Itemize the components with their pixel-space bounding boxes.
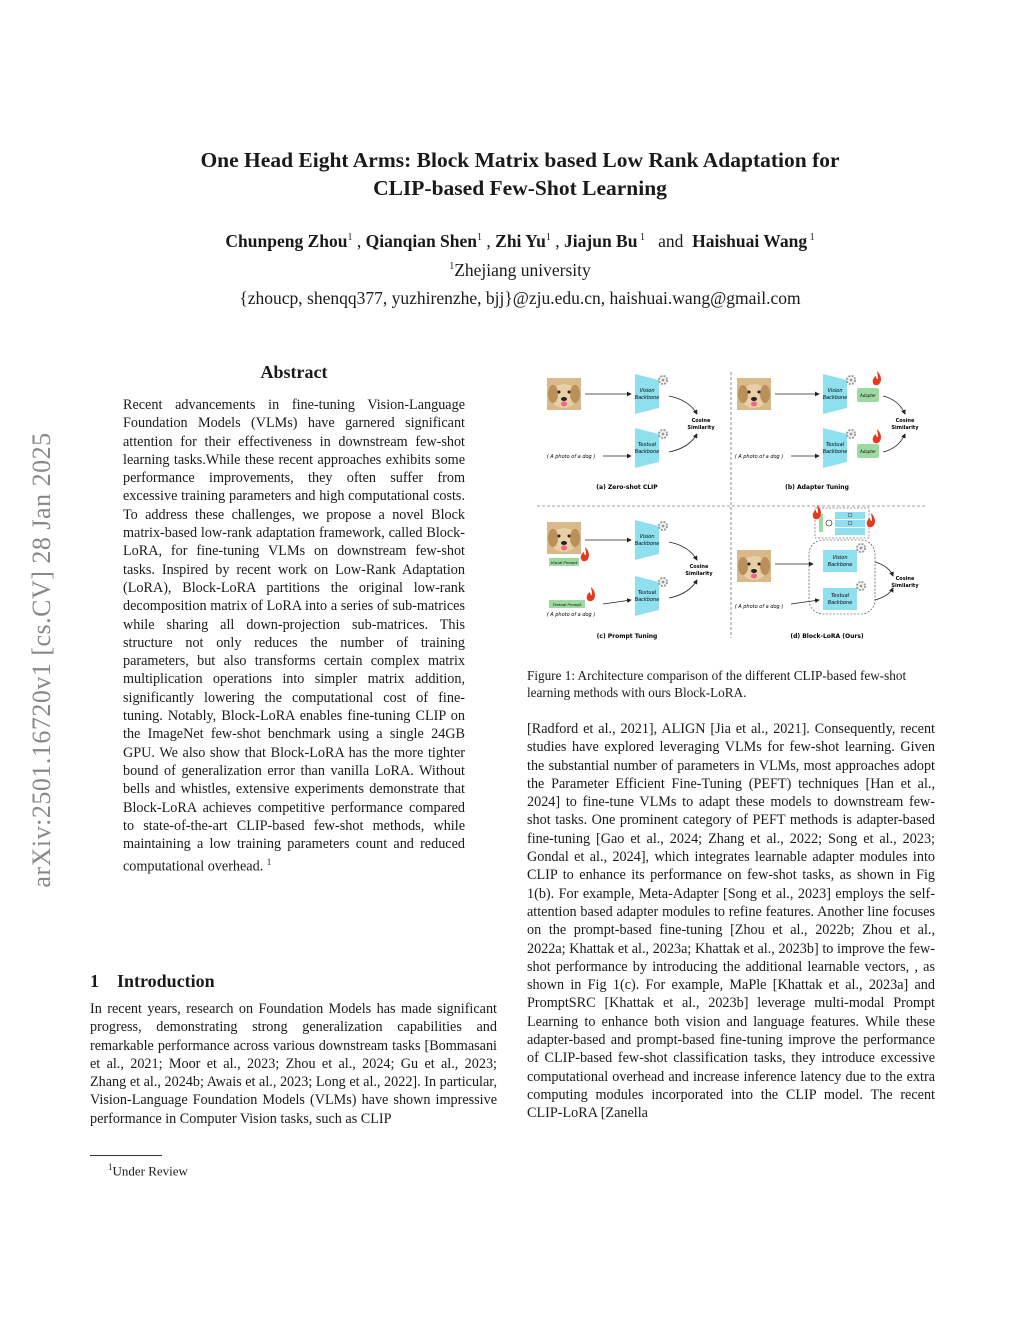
right-column-paragraph: [Radford et al., 2021], ALIGN [Jia et al., 2021]. Consequently, recent studies have explored leveraging VLMs for few-shot learning. Given the substantial number of parameters in VLMs, most approaches adopt the Parameter Efficient Fine-Tuning (PEFT) techniques [Han et al., 2024] to fine-tune VLMs to adapt these models to downstream few-shot tasks. One prominent category of PEFT methods is adapter-based fine-tuning [Gao et al., 2024; Zhang et al., 2022; Song et al., 2023; Gondal et al., 2024], which integrates learnable adapter modules into CLIP to enhance its performance on few-shot tasks, as shown in Fig 1(b). For example, Meta-Adapter [Song et al., 2023] employs the self-attention based adapter modules to refine features. Another line focuses on the prompt-based fine-tuning [Zhou et al., 2022b; Zhou et al., 2022a; Khattak et al., 2023a; Khattak et al., 2023b] to improve the few-shot performance by introducing the additional learnable vectors, , as shown in Fig 1(c). For example, MaPle [Khattak et al., 2023a] and PromptSRC [Khattak et al., 2023b] leverage multi-modal Prompt Learning to enhance both vision and language features. While these adapter-based and prompt-based fine-tuning improve the performance of CLIP-based few-shot classification tasks, they introduce excessive computational overhead and increase inference latency due to the extra computing modules incorporated into the CLIP model. The recent CLIP-LoRA [Zanella	[527, 721, 935, 1122]
architecture-diagram	[527, 368, 935, 650]
svg-text:Adapter: Adapter	[860, 449, 876, 454]
svg-text:Similarity: Similarity	[891, 583, 919, 589]
title-line-2: CLIP-based Few-Shot Learning	[373, 176, 667, 200]
author: Jiajun Bu $^1$ and	[564, 231, 693, 251]
svg-text:Textual Prompt: Textual Prompt	[552, 602, 582, 607]
svg-text:( A photo of a dog ): ( A photo of a dog )	[546, 454, 596, 460]
panel-d	[735, 505, 920, 640]
author: Haishuai Wang $^1$	[692, 231, 815, 251]
affiliation: $^1$Zhejiang university	[449, 260, 591, 280]
paper-title	[120, 146, 920, 202]
svg-text:Cosine: Cosine	[895, 418, 915, 424]
figure-caption: Figure 1: Architecture comparison of the different CLIP-based few-shot learning methods with ours Block-LoRA.	[527, 668, 907, 700]
footnote-rule	[90, 1155, 162, 1156]
arxiv-stamp	[22, 360, 62, 960]
svg-text:Backbone: Backbone	[827, 600, 853, 606]
figure-1	[527, 368, 935, 650]
svg-text:( A photo of a dog ): ( A photo of a dog )	[734, 454, 784, 460]
svg-text:Textual: Textual	[637, 442, 657, 448]
intro-paragraph: In recent years, research on Foundation Models has made significant progress, demonstrating strong generalization capabilities and remarkable performance across various downstream tasks [Bommasani et al., 2021; Moor et al., 2023; Zhou et al., 2024; Gu et al., 2023; Zhang et al., 2024b; Awais et al., 2023; Long et al., 2022]. In particular, Vision-Language Foundation Models (VLMs) have shown impressive performance in Computer Vision tasks, such as CLIP	[90, 1001, 497, 1127]
svg-text:Similarity: Similarity	[687, 425, 715, 431]
svg-text:Textual: Textual	[637, 590, 657, 596]
arxiv-id: arXiv:2501.16720v1 [cs.CV] 28 Jan 2025	[27, 432, 56, 888]
svg-text:(b) Adapter Tuning: (b) Adapter Tuning	[785, 484, 849, 491]
svg-text:(c) Prompt Tuning: (c) Prompt Tuning	[596, 633, 658, 640]
svg-text:Vision: Vision	[639, 388, 655, 394]
author: Chunpeng Zhou$^1$ ,	[225, 231, 366, 251]
author-list	[120, 231, 920, 252]
svg-text:Cosine: Cosine	[689, 564, 709, 570]
svg-text:Backbone: Backbone	[634, 541, 660, 547]
svg-text:Similarity: Similarity	[891, 425, 919, 431]
svg-text:Backbone: Backbone	[822, 395, 848, 401]
title-line-1: One Head Eight Arms: Block Matrix based Low Rank Adaptation for	[200, 148, 840, 172]
svg-text:(a) Zero-shot CLIP: (a) Zero-shot CLIP	[596, 484, 658, 491]
svg-text:Textual: Textual	[830, 593, 850, 599]
svg-text:Backbone: Backbone	[827, 562, 853, 568]
svg-text:Vision: Vision	[827, 388, 843, 394]
abstract-body: Recent advancements in fine-tuning Vision-Language Foundation Models (VLMs) have garnered significant attention for their effectiveness in downstream few-shot learning tasks.While these recent approaches exhibits some performance improvements, they often suffer from excessive training parameters and high computational costs. To address these challenges, we propose a novel Block matrix-based low-rank adaptation framework, called Block-LoRA, for fine-tuning VLMs on downstream few-shot tasks. Inspired by recent work on Low-Rank Adaptation (LoRA), Block-LoRA partitions the original low-rank decomposition matrix of LoRA into a series of sub-matrices while sharing all down-projection sub-matrices. This structure not only reduces the number of training parameters, but also transforms certain complex matrix multiplication operations into simpler matrix addition, significantly lowering the computational cost of fine-tuning. Notably, Block-LoRA enables fine-tuning CLIP on the ImageNet few-shot benchmark using a single 24GB GPU. We also show that Block-LoRA has the more tighter bound of generalization error than vanilla LoRA. Without bells and whistles, extensive experiments demonstrate that Block-LoRA achieves competitive performance compared to state-of-the-art CLIP-based few-shot methods, while maintaining a low training parameters count and reduced computational overhead. $^1$	[123, 397, 465, 876]
svg-text:Backbone: Backbone	[634, 597, 660, 603]
panel-c	[547, 520, 714, 640]
author-emails: {zhoucp, shenqq377, yuzhirenzhe, bjj}@zju.edu.cn, haishuai.wang@gmail.com	[239, 288, 801, 308]
svg-text:Vision: Vision	[639, 534, 655, 540]
svg-text:(d) Block-LoRA (Ours): (d) Block-LoRA (Ours)	[790, 633, 864, 640]
svg-text:Backbone: Backbone	[634, 395, 660, 401]
svg-text:Similarity: Similarity	[685, 571, 713, 577]
svg-text:Textual: Textual	[825, 442, 845, 448]
footnote: $^1$Under Review	[108, 1162, 188, 1179]
svg-text:Cosine: Cosine	[691, 418, 711, 424]
author: Zhi Yu$^1$ ,	[495, 231, 565, 251]
section-heading: 1 Introduction	[90, 971, 215, 991]
author: Qianqian Shen$^1$ ,	[365, 231, 496, 251]
svg-text:( A photo of a dog ): ( A photo of a dog )	[734, 604, 784, 610]
svg-text:Adapter: Adapter	[860, 393, 876, 398]
svg-text:Visual Prompt: Visual Prompt	[550, 560, 578, 565]
panel-b	[735, 371, 920, 491]
panel-a	[547, 374, 716, 491]
svg-text:Vision: Vision	[832, 555, 848, 561]
svg-text:Backbone: Backbone	[634, 449, 660, 455]
abstract-heading: Abstract	[260, 362, 328, 382]
svg-text:Cosine: Cosine	[895, 576, 915, 582]
svg-text:( A photo of a dog ): ( A photo of a dog )	[546, 612, 596, 618]
svg-text:Backbone: Backbone	[822, 449, 848, 455]
